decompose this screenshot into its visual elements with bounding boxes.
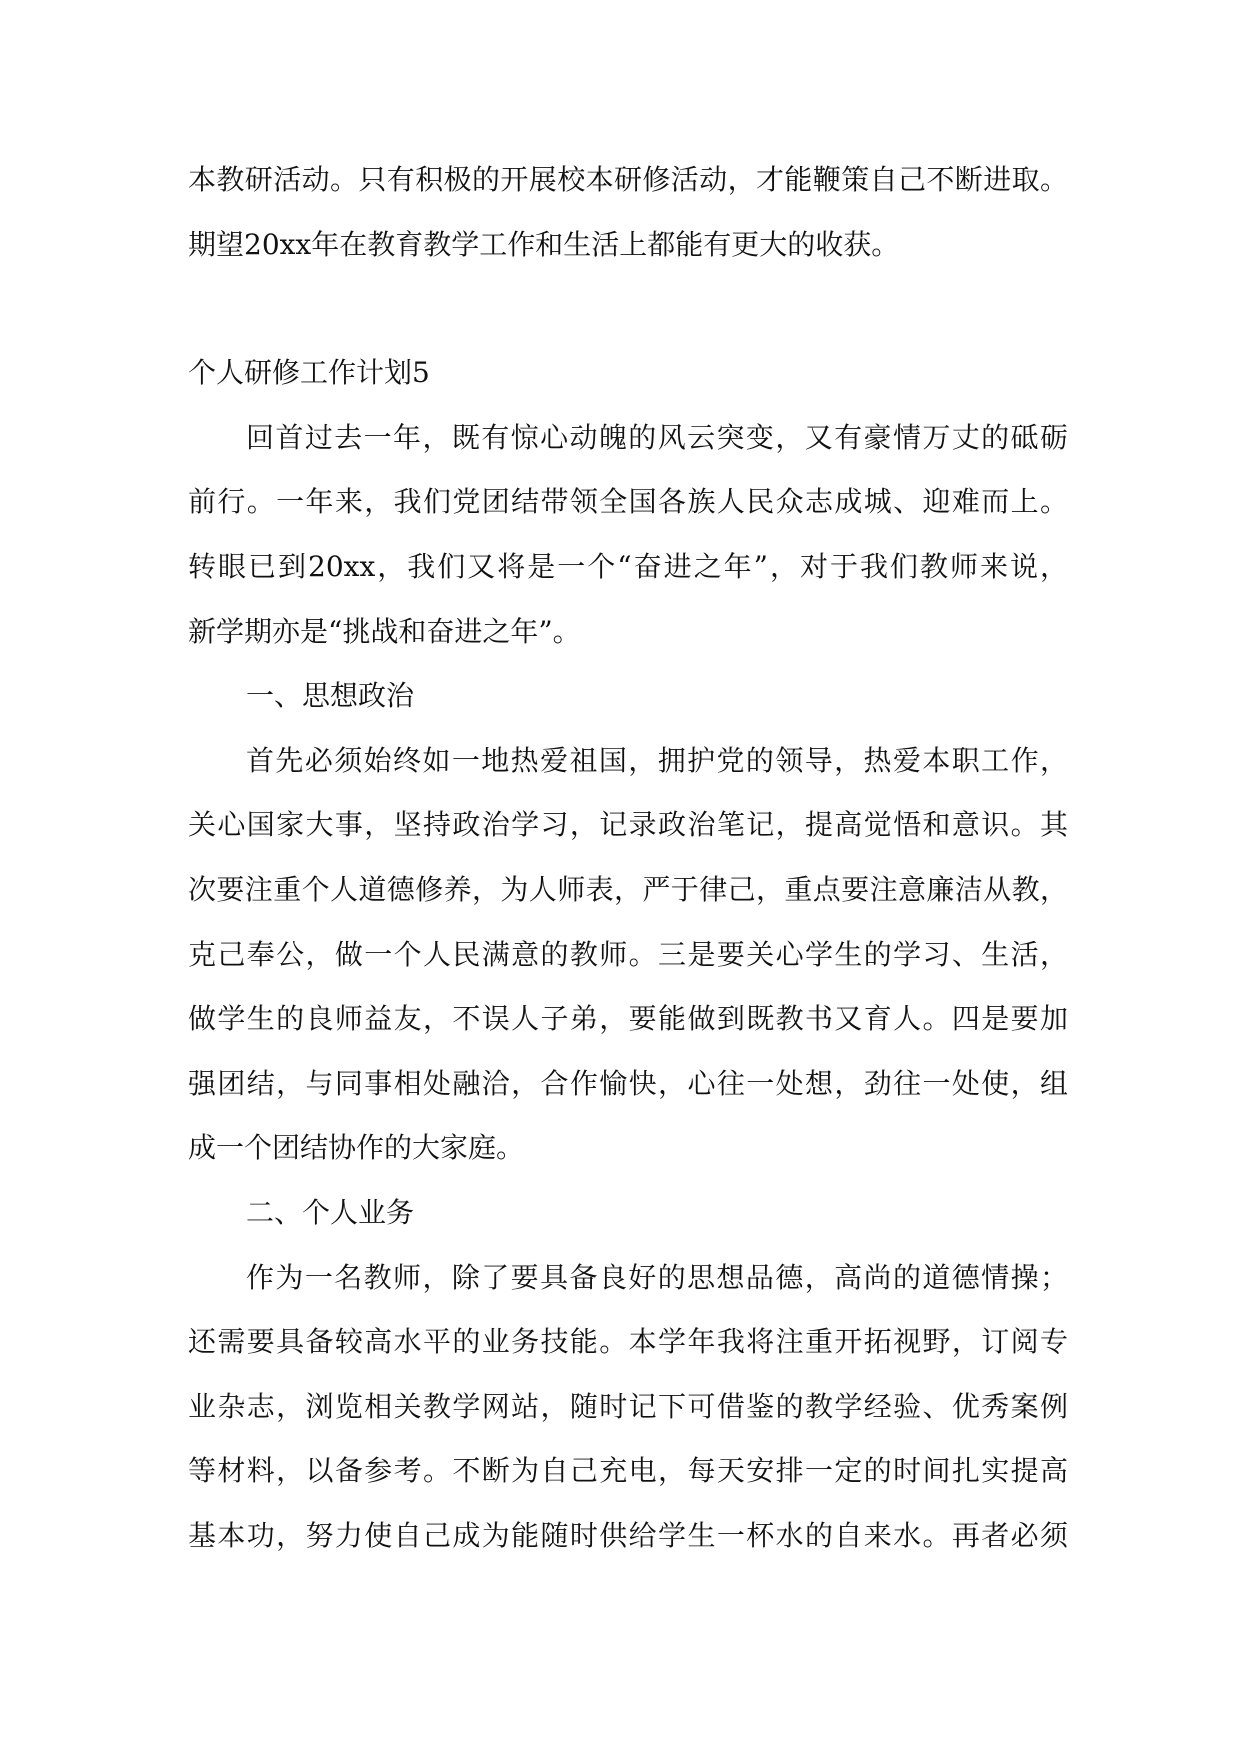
intro-line-2: 期望20xx年在教育教学工作和生活上都能有更大的收获。: [188, 227, 900, 261]
paragraph-2-line-7: 成一个团结协作的大家庭。: [188, 1131, 525, 1165]
paragraph-2-line-4: 克己奉公，做一个人民满意的教师。三是要关心学生的学习、生活，: [188, 937, 1068, 971]
paragraph-3-line-5: 基本功，努力使自己成为能随时供给学生一杯水的自来水。再者必须: [188, 1518, 1068, 1552]
heading-personal-work: 二、个人业务: [246, 1195, 415, 1229]
paragraph-2-line-2: 关心国家大事，坚持政治学习，记录政治笔记，提高觉悟和意识。其: [188, 808, 1068, 842]
paragraph-1-line-3: 转眼已到20xx，我们又将是一个“奋进之年”，对于我们教师来说，: [188, 549, 1068, 583]
paragraph-1-line-4: 新学期亦是“挑战和奋进之年”。: [188, 614, 581, 648]
paragraph-2-line-6: 强团结，与同事相处融洽，合作愉快，心往一处想，劲往一处使，组: [188, 1066, 1068, 1100]
paragraph-2-line-1: 首先必须始终如一地热爱祖国，拥护党的领导，热爱本职工作，: [246, 743, 1068, 777]
paragraph-gap: [188, 287, 1068, 351]
paragraph-3-line-3: 业杂志，浏览相关教学网站，随时记下可借鉴的教学经验、优秀案例: [188, 1389, 1068, 1423]
paragraph-1-line-1: 回首过去一年，既有惊心动魄的风云突变，又有豪情万丈的砥砺: [246, 420, 1068, 454]
intro-line-1: 本教研活动。只有积极的开展校本研修活动，才能鞭策自己不断进取。: [188, 163, 1068, 196]
section-title: 个人研修工作计划5: [188, 356, 430, 390]
paragraph-3-line-1: 作为一名教师，除了要具备良好的思想品德，高尚的道德情操；: [246, 1260, 1068, 1294]
paragraph-2-line-3: 次要注重个人道德修养，为人师表，严于律己，重点要注意廉洁从教，: [188, 872, 1068, 906]
paragraph-2-line-5: 做学生的良师益友，不误人子弟，要能做到既教书又育人。四是要加: [188, 1002, 1068, 1036]
paragraph-3-line-4: 等材料，以备参考。不断为自己充电，每天安排一定的时间扎实提高: [188, 1454, 1068, 1488]
paragraph-1-line-2: 前行。一年来，我们党团结带领全国各族人民众志成城、迎难而上。: [188, 485, 1068, 519]
paragraph-3-line-2: 还需要具备较高水平的业务技能。本学年我将注重开拓视野，订阅专: [188, 1325, 1068, 1359]
heading-ideology: 一、思想政治: [246, 679, 415, 713]
document-body: [188, 158, 1068, 1578]
